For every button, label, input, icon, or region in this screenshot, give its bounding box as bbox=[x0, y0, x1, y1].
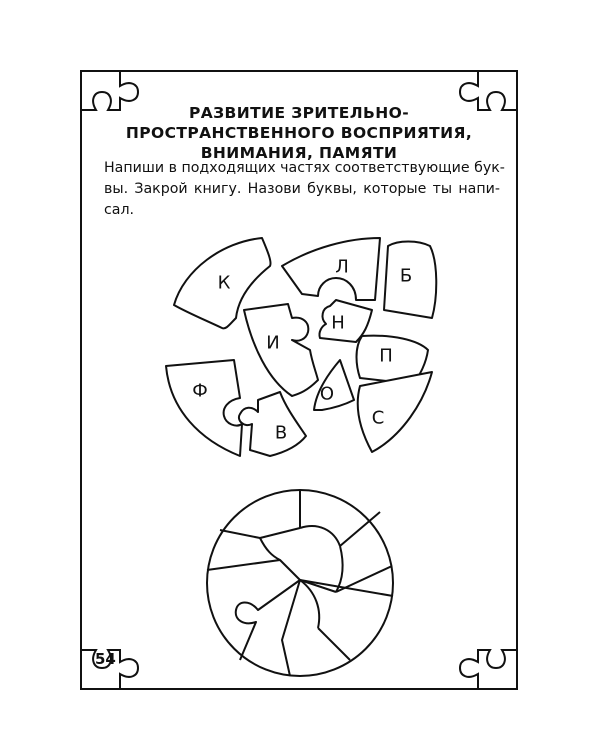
page-number: 54 bbox=[95, 650, 116, 668]
piece-v-letter: В bbox=[274, 422, 288, 444]
piece-o-letter: О bbox=[319, 383, 335, 405]
piece-f-shape[interactable] bbox=[166, 360, 242, 456]
instruction-line-2: вы. Закрой книгу. Назови буквы, которые ты напи- bbox=[104, 181, 500, 197]
piece-k-letter: К bbox=[217, 272, 231, 294]
piece-v-shape[interactable] bbox=[239, 392, 306, 456]
piece-n-letter: Н bbox=[331, 312, 345, 334]
piece-s-letter: С bbox=[371, 407, 385, 429]
title-line-1: РАЗВИТИЕ ЗРИТЕЛЬНО- bbox=[188, 104, 410, 122]
piece-l-shape[interactable] bbox=[282, 238, 380, 300]
piece-i-shape[interactable] bbox=[244, 304, 318, 396]
instruction-line-3: сал. bbox=[104, 202, 135, 218]
title-line-3: ВНИМАНИЯ, ПАМЯТИ bbox=[200, 144, 398, 162]
piece-l-letter: Л bbox=[335, 256, 349, 278]
title-line-2: ПРОСТРАНСТВЕННОГО ВОСПРИЯТИЯ, bbox=[125, 124, 473, 142]
piece-s-shape[interactable] bbox=[358, 372, 432, 452]
piece-f-letter: Ф bbox=[192, 380, 208, 402]
piece-b-letter: Б bbox=[399, 265, 413, 287]
piece-i-letter: И bbox=[266, 332, 280, 354]
instruction-line-1: Напиши в подходящих частях соответствующие бук- bbox=[104, 160, 505, 176]
piece-p-letter: П bbox=[379, 345, 393, 367]
